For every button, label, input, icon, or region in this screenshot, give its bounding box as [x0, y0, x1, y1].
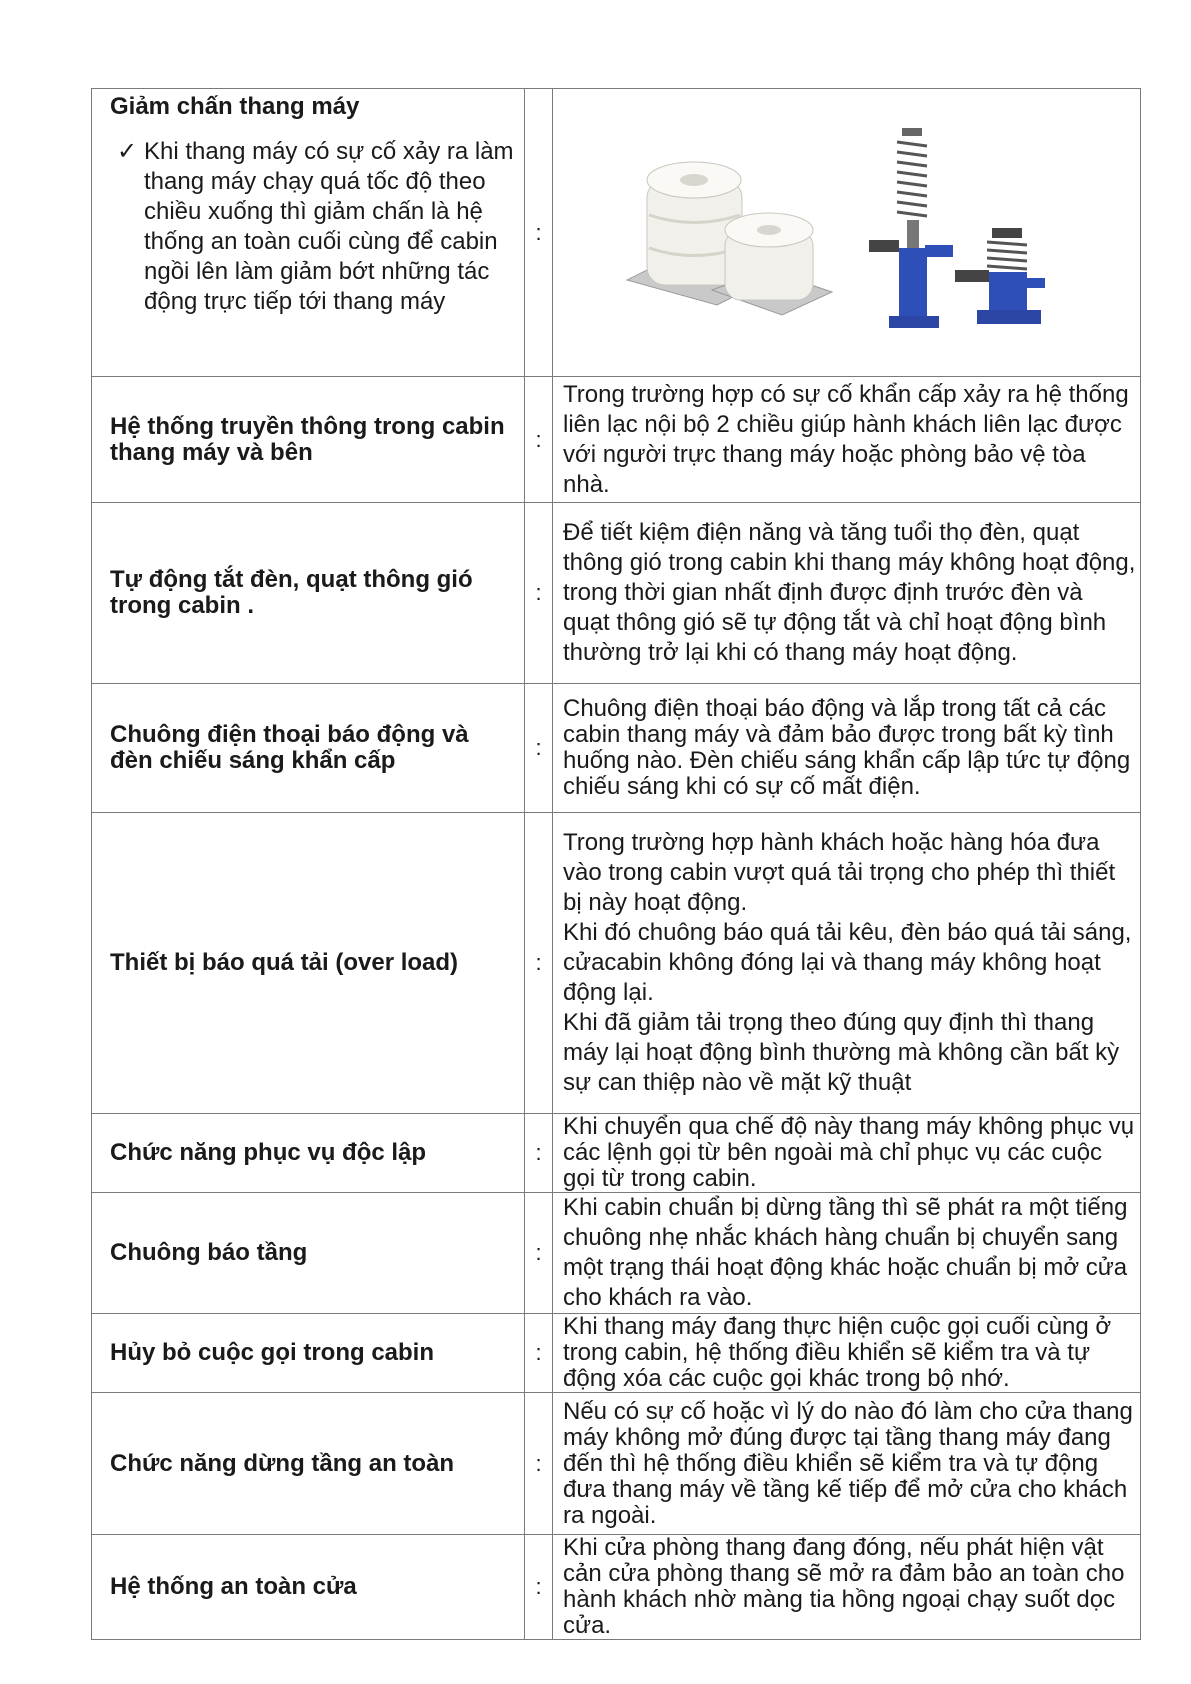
feature-cell: [92, 377, 525, 503]
table-row: [92, 377, 1141, 503]
elevator-buffer-illustration: [607, 120, 1087, 340]
feature-label: Hệ thống truyền thông trong cabin thang máy và bên: [110, 412, 505, 466]
table-row: [92, 1314, 1141, 1393]
table-row: [92, 684, 1141, 813]
table-row: [92, 1193, 1141, 1314]
description-paragraph: Trong trường hợp hành khách hoặc hàng hóa đưa vào trong cabin vượt quá tải trọng cho phép thì thiết bị này hoạt động.: [563, 829, 1116, 916]
colon: :: [535, 580, 542, 605]
bullet-item: [110, 137, 520, 317]
description-cell: [553, 1193, 1141, 1314]
feature-label: Hệ thống an toàn cửa: [110, 1573, 357, 1600]
description-cell: [553, 1393, 1141, 1535]
colon: :: [535, 1574, 542, 1599]
feature-label: Chuông điện thoại báo động và đèn chiếu sáng khẩn cấp: [110, 721, 469, 774]
colon: :: [535, 1140, 542, 1165]
description-cell: [553, 684, 1141, 813]
spring-buffer-large: [869, 128, 953, 328]
table-row: [92, 813, 1141, 1114]
colon-cell: [525, 684, 553, 813]
feature-description: Khi cabin chuẩn bị dừng tầng thì sẽ phát ra một tiếng chuông nhẹ nhắc khách hàng chuẩn bị chuyển sang một trạng thái hoạt động khác hoặc chuẩn bị mở cửa cho khách ra vào.: [563, 1194, 1128, 1311]
description-cell: [553, 1535, 1141, 1640]
colon-cell: [525, 377, 553, 503]
feature-label: Chức năng phục vụ độc lập: [110, 1139, 427, 1166]
feature-cell: [92, 1393, 525, 1535]
polyurethane-buffer-small: [712, 213, 832, 315]
feature-description: [553, 828, 1140, 1098]
colon-cell: [525, 1114, 553, 1193]
colon-cell: [525, 813, 553, 1114]
description-paragraph: Khi đã giảm tải trọng theo đúng quy định thì thang máy lại hoạt động bình thường mà không cần bất kỳ sự can thiệp nào về mặt kỹ thuật: [563, 1009, 1120, 1096]
description-cell: [553, 503, 1141, 684]
colon-cell: [525, 503, 553, 684]
description-cell: [553, 377, 1141, 503]
colon: :: [535, 950, 542, 975]
check-mark-icon: ✓: [116, 138, 138, 165]
description-cell: [553, 813, 1141, 1114]
feature-cell: [92, 503, 525, 684]
feature-cell: [92, 1193, 525, 1314]
colon: :: [535, 426, 542, 452]
table-row: [92, 1114, 1141, 1193]
bullet-text: Khi thang máy có sự cố xảy ra làm thang máy chạy quá tốc độ theo chiều xuống thì giảm chấn là hệ thống an toàn cuối cùng để cabin ngồi lên làm giảm bớt những tác động trực tiếp tới thang máy: [144, 138, 514, 315]
feature-table: [91, 88, 1141, 1640]
feature-description: Để tiết kiệm điện năng và tăng tuổi thọ đèn, quạt thông gió trong cabin khi thang máy không hoạt động, trong thời gian nhất định được định trước đèn và quạt thông gió sẽ tự động tắt và chỉ hoạt động bình thường trở lại khi có thang máy hoạt động.: [563, 519, 1136, 666]
feature-label: Chức năng dừng tầng an toàn: [110, 1449, 455, 1477]
feature-description: Khi thang máy đang thực hiện cuộc gọi cuối cùng ở trong cabin, hệ thống điều khiển sẽ kiểm tra và tự động xóa các cuộc gọi khác trong bộ nhớ.: [563, 1313, 1112, 1392]
elevator-buffer-photo: [553, 89, 1141, 377]
feature-description: Trong trường hợp có sự cố khẩn cấp xảy ra hệ thống liên lạc nội bộ 2 chiều giúp hành khách liên lạc được với người trực thang máy hoặc phòng bảo vệ tòa nhà.: [563, 380, 1129, 498]
feature-description: Chuông điện thoại báo động và lắp trong tất cả các cabin thang máy và đảm bảo được trong bất kỳ tình huống nào. Đèn chiếu sáng khẩn cấp lập tức tự động chiếu sáng khi có sự cố mất điện.: [563, 695, 1131, 800]
feature-cell: [92, 1114, 525, 1193]
description-cell: [553, 1114, 1141, 1193]
feature-label: Chuông báo tầng: [110, 1239, 308, 1266]
feature-label: Tự động tắt đèn, quạt thông gió trong cabin .: [110, 566, 473, 619]
feature-cell: [92, 684, 525, 813]
table-row: [92, 503, 1141, 684]
colon: :: [535, 735, 542, 760]
colon-cell: [525, 89, 553, 377]
feature-cell: [92, 1314, 525, 1393]
colon: :: [535, 1450, 542, 1476]
feature-title: Giảm chấn thang máy: [110, 93, 360, 120]
spring-buffer-small: [955, 228, 1045, 324]
table-row: [92, 1535, 1141, 1640]
colon: :: [535, 1340, 542, 1365]
colon-cell: [525, 1193, 553, 1314]
feature-description: Nếu có sự cố hoặc vì lý do nào đó làm cho cửa thang máy không mở đúng được tại tầng thang máy đang đến thì hệ thống điều khiển sẽ kiểm tra và tự động đưa thang máy về tầng kế tiếp để mở cửa cho khách ra ngoài.: [563, 1397, 1133, 1529]
feature-cell: [92, 89, 525, 377]
feature-description: Khi cửa phòng thang đang đóng, nếu phát hiện vật cản cửa phòng thang sẽ mở ra đảm bảo an toàn cho hành khách nhờ màng tia hồng ngoại chạy suốt dọc cửa.: [563, 1534, 1125, 1639]
feature-description: Khi chuyển qua chế độ này thang máy không phục vụ các lệnh gọi từ bên ngoài mà chỉ phục vụ các cuộc gọi từ trong cabin.: [563, 1113, 1135, 1192]
feature-cell: [92, 1535, 525, 1640]
feature-label: Thiết bị báo quá tải (over load): [110, 949, 459, 976]
colon-cell: [525, 1393, 553, 1535]
colon-cell: [525, 1535, 553, 1640]
colon: :: [535, 1240, 542, 1265]
colon-cell: [525, 1314, 553, 1393]
feature-label: Hủy bỏ cuộc gọi trong cabin: [110, 1339, 434, 1366]
colon: :: [535, 219, 542, 245]
description-cell: [553, 1314, 1141, 1393]
table-row: [92, 1393, 1141, 1535]
table-row: [92, 89, 1141, 377]
description-paragraph: Khi đó chuông báo quá tải kêu, đèn báo quá tải sáng, cửacabin không đóng lại và thang máy không hoạt động lại.: [563, 919, 1132, 1006]
feature-cell: [92, 813, 525, 1114]
